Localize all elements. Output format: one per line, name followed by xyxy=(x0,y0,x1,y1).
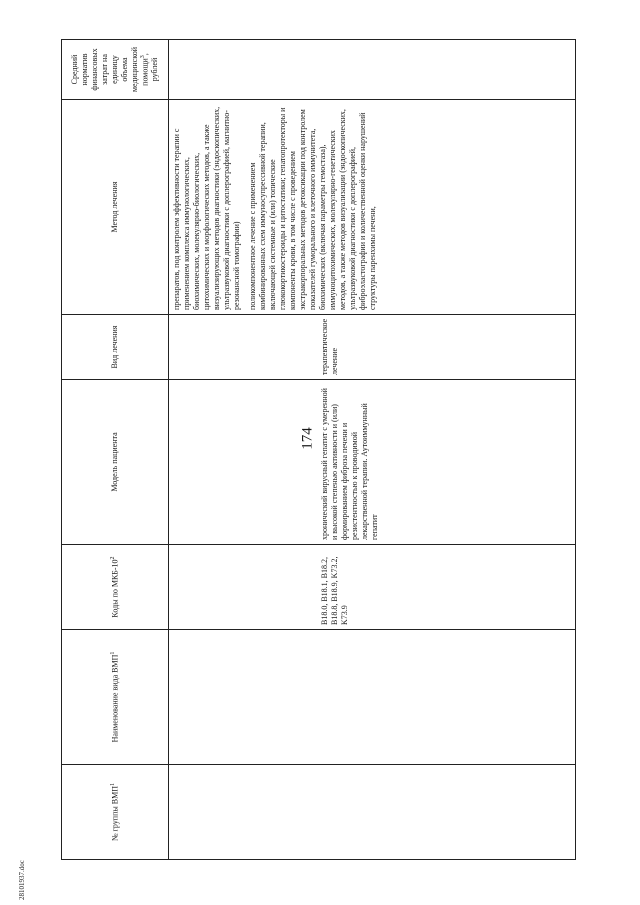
cell-patient-model: хронический вирусный гепатит с умеренной и высокой степенью активности и (или) формированием фиброза печени и резистентностью к проводимой лекарственной терапии. Аутоиммунный гепатит xyxy=(169,380,576,545)
cell-icd-codes: B18.0, B18.1, B18.2, B18.8, B18.9, K73.2, K73.9 xyxy=(169,545,576,630)
header-vmp-name: Наименование вида ВМП$^1$ xyxy=(62,630,169,765)
method-main: поликомпонентное лечение с применением комбинированных схем иммуносупрессивной терапии, включающей системные и (или) топические глюкокортикостероиды и цитостатики; гепатопротекторы и компоненты крови, в том числе с проведением экстракорпоральных методов детоксикации под контролем показателей гуморального и клеточного иммунитета, биохимических (включая параметры гемостаза), иммуноцитохимических, молекулярно-генетических методов, а также методов визуализации (эндоскопических, ультразвуковой диагностики с доплерографией, фиброэластографии и количественной оценки нарушений структуры паренхимы печени, xyxy=(248,107,377,310)
cell-vmp-name xyxy=(169,630,576,765)
header-icd-codes: Коды по МКБ-$10^2$ xyxy=(62,545,169,630)
table-row xyxy=(169,40,576,860)
cell-group-no xyxy=(169,765,576,860)
header-treatment-type: Вид лечения xyxy=(62,315,169,380)
rotated-table-container xyxy=(61,40,621,860)
vmp-table xyxy=(61,39,576,860)
header-patient-model: Модель пациента xyxy=(62,380,169,545)
method-continuation: препаратов, под контролем эффективности терапии с применением комплекса иммунологических, биохимических, молекулярно-биологических, цитохимических и морфологических методов, а также визуализирующих методов диагностики (эндоскопических, ультразвуковой диагностики с доплерографией, магнитно-резонансной томографии) xyxy=(172,106,241,310)
header-avg-cost: Средний норматив финансовых затрат на единицу объема медицинской помощи$^3$, рублей xyxy=(62,40,169,100)
page-number: 174 xyxy=(299,427,316,450)
header-group-no: № группы ВМП$^1$ xyxy=(62,765,169,860)
cell-treatment-type: терапевтическое лечение xyxy=(169,315,576,380)
header-treatment-method: Метод лечения xyxy=(62,100,169,315)
document-id: 28101937.doc xyxy=(18,860,26,900)
cell-treatment-method xyxy=(169,100,576,315)
table-header-row xyxy=(62,40,169,860)
cell-avg-cost xyxy=(169,40,576,100)
